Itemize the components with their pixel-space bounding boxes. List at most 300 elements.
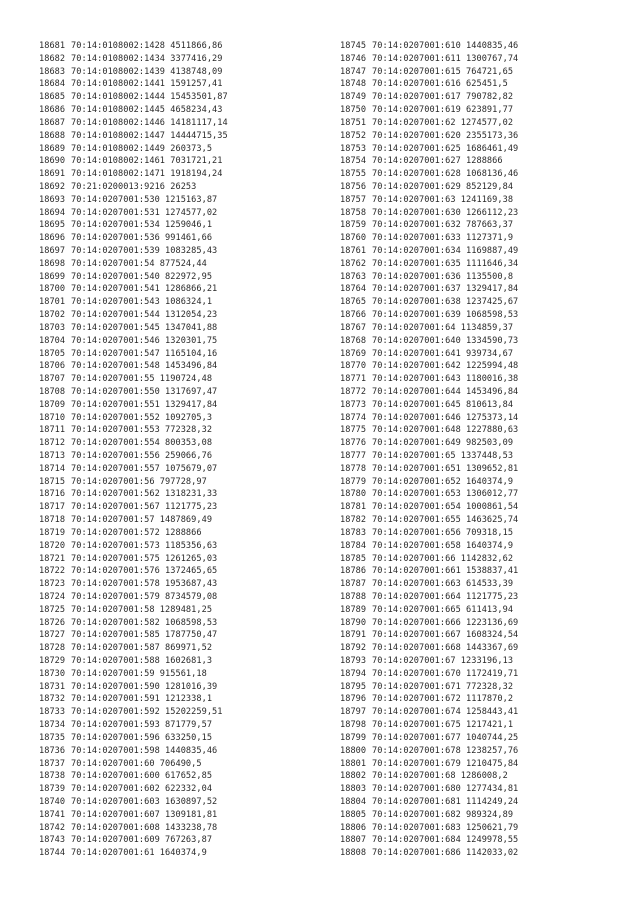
table-row	[39, 514, 329, 527]
table-row	[340, 219, 630, 232]
table-row	[39, 91, 329, 104]
row-number: 18774	[340, 412, 367, 423]
table-row	[340, 283, 630, 296]
row-number: 18699	[39, 271, 66, 282]
table-row	[39, 796, 329, 809]
table-row	[39, 360, 329, 373]
table-row	[340, 514, 630, 527]
row-record: 70:14:0207001:627 1288866	[372, 156, 503, 167]
row-record: 70:14:0207001:534 1259046,1	[71, 220, 213, 231]
row-number: 18724	[39, 591, 66, 602]
row-record: 70:14:0207001:552 1092705,3	[71, 412, 213, 423]
table-row	[340, 40, 630, 53]
table-row	[39, 758, 329, 771]
row-number: 18695	[39, 220, 66, 231]
row-record: 70:14:0207001:603 1630897,52	[71, 796, 218, 807]
row-record: 70:14:0207001:545 1347041,88	[71, 322, 218, 333]
table-row	[340, 386, 630, 399]
row-record: 70:14:0207001:646 1275373,14	[372, 412, 519, 423]
row-number: 18781	[340, 502, 367, 513]
table-row	[340, 770, 630, 783]
table-row	[340, 232, 630, 245]
row-number: 18754	[340, 156, 367, 167]
row-number: 18733	[39, 707, 66, 718]
table-row	[340, 809, 630, 822]
row-number: 18765	[340, 297, 367, 308]
row-number: 18681	[39, 41, 66, 51]
row-record: 70:14:0108002:1449 260373,5	[71, 143, 213, 154]
row-record: 70:14:0207001:679 1210475,84	[372, 758, 519, 769]
row-number: 18782	[340, 515, 367, 526]
row-number: 18746	[340, 53, 367, 64]
table-row	[39, 168, 329, 181]
row-record: 70:14:0207001:668 1443367,69	[372, 643, 519, 654]
row-record: 70:14:0207001:653 1306012,77	[372, 489, 519, 500]
row-number: 18740	[39, 796, 66, 807]
table-row	[340, 706, 630, 719]
row-number: 18719	[39, 527, 66, 538]
row-number: 18759	[340, 220, 367, 231]
table-row	[39, 296, 329, 309]
table-row	[39, 540, 329, 553]
table-row	[340, 565, 630, 578]
table-row	[340, 258, 630, 271]
table-row	[39, 745, 329, 758]
table-row	[39, 424, 329, 437]
row-number: 18711	[39, 425, 66, 436]
table-row	[340, 168, 630, 181]
table-row	[340, 642, 630, 655]
row-record: 70:14:0207001:55 1190724,48	[71, 374, 213, 385]
table-row	[39, 104, 329, 117]
row-number: 18755	[340, 169, 367, 180]
row-number: 18795	[340, 681, 367, 692]
row-record: 70:14:0207001:649 982503,09	[372, 438, 514, 449]
row-number: 18791	[340, 630, 367, 641]
row-record: 70:14:0207001:582 1068598,53	[71, 617, 218, 628]
row-number: 18737	[39, 758, 66, 769]
row-number: 18708	[39, 386, 66, 397]
row-number: 18683	[39, 66, 66, 77]
table-row	[340, 296, 630, 309]
row-record: 70:14:0207001:619 623891,77	[372, 105, 514, 116]
row-record: 70:14:0207001:596 633250,15	[71, 732, 213, 743]
table-row	[39, 309, 329, 322]
row-record: 70:14:0207001:644 1453496,84	[372, 386, 519, 397]
row-number: 18693	[39, 194, 66, 205]
row-record: 70:14:0207001:675 1217421,1	[372, 720, 514, 731]
table-row	[340, 412, 630, 425]
row-number: 18771	[340, 374, 367, 385]
row-record: 70:14:0207001:530 1215163,87	[71, 194, 218, 205]
row-record: 70:14:0207001:548 1453496,84	[71, 361, 218, 372]
row-record: 70:14:0207001:666 1223136,69	[372, 617, 519, 628]
row-record: 70:14:0207001:578 1953687,43	[71, 579, 218, 590]
row-number: 18729	[39, 656, 66, 666]
row-record: 70:14:0207001:636 1135500,8	[372, 271, 514, 282]
row-record: 70:14:0207001:664 1121775,23	[372, 591, 519, 602]
row-number: 18777	[340, 451, 367, 461]
table-row	[340, 130, 630, 143]
table-row	[39, 143, 329, 156]
row-record: 70:14:0207001:615 764721,65	[372, 66, 514, 77]
row-number: 18689	[39, 143, 66, 154]
row-record: 70:14:0207001:654 1000861,54	[372, 502, 519, 513]
row-number: 18691	[39, 169, 66, 180]
table-row	[39, 488, 329, 501]
row-number: 18761	[340, 246, 367, 256]
row-number: 18721	[39, 553, 66, 564]
row-number: 18749	[340, 92, 367, 103]
row-number: 18698	[39, 258, 66, 269]
row-record: 70:14:0207001:658 1640374,9	[372, 540, 514, 551]
table-row	[39, 155, 329, 168]
table-row	[39, 681, 329, 694]
table-row	[340, 91, 630, 104]
table-row	[39, 258, 329, 271]
table-row	[340, 822, 630, 835]
row-record: 70:14:0207001:667 1608324,54	[372, 630, 519, 641]
table-row	[39, 117, 329, 130]
row-record: 70:14:0207001:635 1111646,34	[372, 258, 519, 269]
row-record: 70:14:0207001:600 617652,85	[71, 771, 213, 782]
table-row	[340, 604, 630, 617]
table-row	[340, 655, 630, 668]
row-record: 70:14:0207001:661 1538837,41	[372, 566, 519, 577]
row-number: 18742	[39, 822, 66, 833]
row-number: 18756	[340, 181, 367, 192]
row-record: 70:14:0207001:543 1086324,1	[71, 297, 213, 308]
row-record: 70:14:0207001:616 625451,5	[372, 79, 508, 90]
row-number: 18744	[39, 848, 66, 859]
table-row	[39, 130, 329, 143]
row-number: 18692	[39, 181, 66, 192]
row-record: 70:14:0207001:611 1300767,74	[372, 53, 519, 64]
table-row	[39, 399, 329, 412]
row-number: 18747	[340, 66, 367, 77]
row-record: 70:14:0207001:681 1114249,24	[372, 796, 519, 807]
row-record: 70:14:0207001:684 1249978,55	[372, 835, 519, 846]
row-record: 70:14:0207001:590 1281016,39	[71, 681, 218, 692]
table-row	[340, 488, 630, 501]
table-row	[39, 617, 329, 630]
row-record: 70:14:0207001:56 797728,97	[71, 476, 207, 487]
row-number: 18806	[340, 822, 367, 833]
row-record: 70:14:0207001:588 1602681,3	[71, 656, 213, 666]
row-number: 18763	[340, 271, 367, 282]
row-number: 18685	[39, 92, 66, 103]
table-row	[39, 283, 329, 296]
row-number: 18751	[340, 117, 367, 128]
row-number: 18800	[340, 745, 367, 756]
row-record: 70:14:0207001:58 1289481,25	[71, 604, 213, 615]
table-row	[39, 271, 329, 284]
table-row	[39, 527, 329, 540]
row-record: 70:14:0207001:629 852129,84	[372, 181, 514, 192]
table-row	[39, 66, 329, 79]
table-row	[340, 527, 630, 540]
row-number: 18696	[39, 233, 66, 244]
row-record: 70:14:0207001:65 1337448,53	[372, 451, 514, 461]
table-row	[39, 40, 329, 53]
row-record: 70:14:0207001:640 1334590,73	[372, 335, 519, 346]
row-record: 70:14:0207001:656 709318,15	[372, 527, 514, 538]
row-number: 18805	[340, 809, 367, 820]
row-record: 70:14:0207001:572 1288866	[71, 527, 202, 538]
row-number: 18780	[340, 489, 367, 500]
table-row	[340, 540, 630, 553]
row-record: 70:14:0207001:610 1440835,46	[372, 41, 519, 51]
table-row	[340, 309, 630, 322]
table-row	[340, 668, 630, 681]
table-row	[39, 348, 329, 361]
table-row	[39, 693, 329, 706]
row-number: 18727	[39, 630, 66, 641]
row-record: 70:14:0207001:674 1258443,41	[372, 707, 519, 718]
table-row	[39, 219, 329, 232]
row-record: 70:14:0207001:592 15202259,51	[71, 707, 223, 718]
row-number: 18796	[340, 694, 367, 705]
row-number: 18743	[39, 835, 66, 846]
table-row	[39, 207, 329, 220]
table-row	[340, 796, 630, 809]
row-record: 70:14:0207001:634 1169887,49	[372, 246, 519, 256]
row-record: 70:14:0207001:641 939734,67	[372, 348, 514, 359]
row-record: 70:14:0207001:60 706490,5	[71, 758, 202, 769]
row-record: 70:14:0207001:576 1372465,65	[71, 566, 218, 577]
row-number: 18752	[340, 130, 367, 141]
row-record: 70:14:0207001:556 259066,76	[71, 451, 213, 461]
table-row	[39, 809, 329, 822]
row-record: 70:14:0207001:587 869971,52	[71, 643, 213, 654]
table-row	[340, 591, 630, 604]
row-number: 18750	[340, 105, 367, 116]
table-row	[340, 117, 630, 130]
row-record: 70:14:0108002:1428 4511866,86	[71, 41, 223, 51]
row-number: 18762	[340, 258, 367, 269]
row-number: 18705	[39, 348, 66, 359]
table-row	[340, 758, 630, 771]
row-number: 18688	[39, 130, 66, 141]
row-record: 70:14:0108002:1441 1591257,41	[71, 79, 223, 90]
row-number: 18768	[340, 335, 367, 346]
row-record: 70:14:0207001:652 1640374,9	[372, 476, 514, 487]
row-number: 18709	[39, 399, 66, 410]
table-row	[340, 194, 630, 207]
table-row	[39, 668, 329, 681]
table-row	[340, 399, 630, 412]
row-number: 18728	[39, 643, 66, 654]
table-row	[340, 207, 630, 220]
table-row	[39, 501, 329, 514]
row-record: 70:14:0207001:665 611413,94	[372, 604, 514, 615]
table-row	[39, 476, 329, 489]
right-column	[340, 40, 630, 860]
table-row	[340, 783, 630, 796]
table-row	[39, 847, 329, 860]
table-row	[39, 53, 329, 66]
row-record: 70:14:0207001:68 1286008,2	[372, 771, 508, 782]
row-number: 18758	[340, 207, 367, 218]
row-record: 70:14:0108002:1444 15453501,87	[71, 92, 228, 103]
row-record: 70:14:0207001:639 1068598,53	[372, 310, 519, 321]
table-row	[340, 245, 630, 258]
table-row	[39, 412, 329, 425]
row-number: 18713	[39, 451, 66, 461]
row-record: 70:21:0200013:9216 26253	[71, 181, 197, 192]
row-number: 18804	[340, 796, 367, 807]
left-column	[39, 40, 329, 860]
row-record: 70:14:0207001:531 1274577,02	[71, 207, 218, 218]
table-row	[39, 591, 329, 604]
table-row	[39, 386, 329, 399]
row-number: 18766	[340, 310, 367, 321]
row-record: 70:14:0207001:62 1274577,02	[372, 117, 514, 128]
row-record: 70:14:0207001:633 1127371,9	[372, 233, 514, 244]
row-number: 18783	[340, 527, 367, 538]
table-row	[340, 501, 630, 514]
row-number: 18769	[340, 348, 367, 359]
row-record: 70:14:0108002:1471 1918194,24	[71, 169, 223, 180]
row-number: 18775	[340, 425, 367, 436]
table-row	[39, 719, 329, 732]
table-row	[39, 78, 329, 91]
row-number: 18788	[340, 591, 367, 602]
row-record: 70:14:0207001:550 1317697,47	[71, 386, 218, 397]
row-number: 18776	[340, 438, 367, 449]
row-record: 70:14:0108002:1445 4658234,43	[71, 105, 223, 116]
row-record: 70:14:0207001:64 1134859,37	[372, 322, 514, 333]
row-record: 70:14:0207001:645 810613,84	[372, 399, 514, 410]
table-row	[340, 617, 630, 630]
row-number: 18773	[340, 399, 367, 410]
table-row	[340, 104, 630, 117]
table-row	[340, 719, 630, 732]
row-number: 18712	[39, 438, 66, 449]
table-row	[39, 194, 329, 207]
table-row	[39, 770, 329, 783]
row-record: 70:14:0207001:61 1640374,9	[71, 848, 207, 859]
row-record: 70:14:0207001:686 1142033,02	[372, 848, 519, 859]
row-record: 70:14:0207001:536 991461,66	[71, 233, 213, 244]
row-record: 70:14:0207001:663 614533,39	[372, 579, 514, 590]
table-row	[39, 232, 329, 245]
row-number: 18799	[340, 732, 367, 743]
table-row	[340, 78, 630, 91]
row-number: 18767	[340, 322, 367, 333]
row-record: 70:14:0207001:630 1266112,23	[372, 207, 519, 218]
row-number: 18792	[340, 643, 367, 654]
row-number: 18686	[39, 105, 66, 116]
table-row	[340, 745, 630, 758]
row-number: 18701	[39, 297, 66, 308]
table-row	[340, 424, 630, 437]
row-record: 70:14:0207001:553 772328,32	[71, 425, 213, 436]
table-row	[39, 655, 329, 668]
row-number: 18757	[340, 194, 367, 205]
row-record: 70:14:0207001:544 1312054,23	[71, 310, 218, 321]
row-number: 18738	[39, 771, 66, 782]
row-number: 18787	[340, 579, 367, 590]
table-row	[39, 629, 329, 642]
row-record: 70:14:0207001:557 1075679,07	[71, 463, 218, 474]
row-number: 18779	[340, 476, 367, 487]
row-number: 18803	[340, 784, 367, 795]
row-number: 18793	[340, 656, 367, 666]
row-record: 70:14:0207001:620 2355173,36	[372, 130, 519, 141]
row-number: 18694	[39, 207, 66, 218]
row-number: 18789	[340, 604, 367, 615]
row-number: 18741	[39, 809, 66, 820]
row-record: 70:14:0207001:541 1286866,21	[71, 284, 218, 295]
table-row	[340, 360, 630, 373]
row-record: 70:14:0207001:643 1180016,38	[372, 374, 519, 385]
table-row	[39, 706, 329, 719]
row-record: 70:14:0207001:677 1040744,25	[372, 732, 519, 743]
row-record: 70:14:0207001:651 1309652,81	[372, 463, 519, 474]
row-number: 18802	[340, 771, 367, 782]
row-record: 70:14:0207001:554 800353,08	[71, 438, 213, 449]
row-record: 70:14:0207001:54 877524,44	[71, 258, 207, 269]
row-record: 70:14:0207001:567 1121775,23	[71, 502, 218, 513]
table-row	[340, 181, 630, 194]
table-row	[340, 322, 630, 335]
table-row	[340, 335, 630, 348]
row-number: 18790	[340, 617, 367, 628]
row-number: 18706	[39, 361, 66, 372]
row-record: 70:14:0207001:63 1241169,38	[372, 194, 514, 205]
row-record: 70:14:0207001:683 1250621,79	[372, 822, 519, 833]
table-row	[39, 642, 329, 655]
table-row	[39, 732, 329, 745]
table-row	[39, 565, 329, 578]
table-row	[39, 373, 329, 386]
table-row	[340, 450, 630, 463]
table-row	[39, 450, 329, 463]
table-row	[340, 66, 630, 79]
row-record: 70:14:0207001:680 1277434,81	[372, 784, 519, 795]
row-record: 70:14:0207001:585 1787750,47	[71, 630, 218, 641]
table-row	[39, 181, 329, 194]
row-number: 18707	[39, 374, 66, 385]
row-number: 18725	[39, 604, 66, 615]
table-row	[340, 732, 630, 745]
row-record: 70:14:0207001:638 1237425,67	[372, 297, 519, 308]
row-number: 18704	[39, 335, 66, 346]
table-row	[340, 373, 630, 386]
row-record: 70:14:0207001:609 767263,87	[71, 835, 213, 846]
row-number: 18717	[39, 502, 66, 513]
row-record: 70:14:0207001:593 871779,57	[71, 720, 213, 731]
row-record: 70:14:0207001:608 1433238,78	[71, 822, 218, 833]
row-record: 70:14:0207001:602 622332,04	[71, 784, 213, 795]
row-record: 70:14:0207001:59 915561,18	[71, 668, 207, 679]
row-number: 18797	[340, 707, 367, 718]
row-record: 70:14:0207001:539 1083285,43	[71, 246, 218, 256]
row-record: 70:14:0207001:573 1185356,63	[71, 540, 218, 551]
row-number: 18697	[39, 246, 66, 256]
row-record: 70:14:0207001:591 1212338,1	[71, 694, 213, 705]
row-record: 70:14:0207001:540 822972,95	[71, 271, 213, 282]
table-row	[39, 553, 329, 566]
row-record: 70:14:0207001:648 1227880,63	[372, 425, 519, 436]
row-record: 70:14:0108002:1439 4138748,09	[71, 66, 223, 77]
row-number: 18687	[39, 117, 66, 128]
table-row	[39, 245, 329, 258]
table-row	[39, 822, 329, 835]
row-number: 18715	[39, 476, 66, 487]
row-number: 18785	[340, 553, 367, 564]
